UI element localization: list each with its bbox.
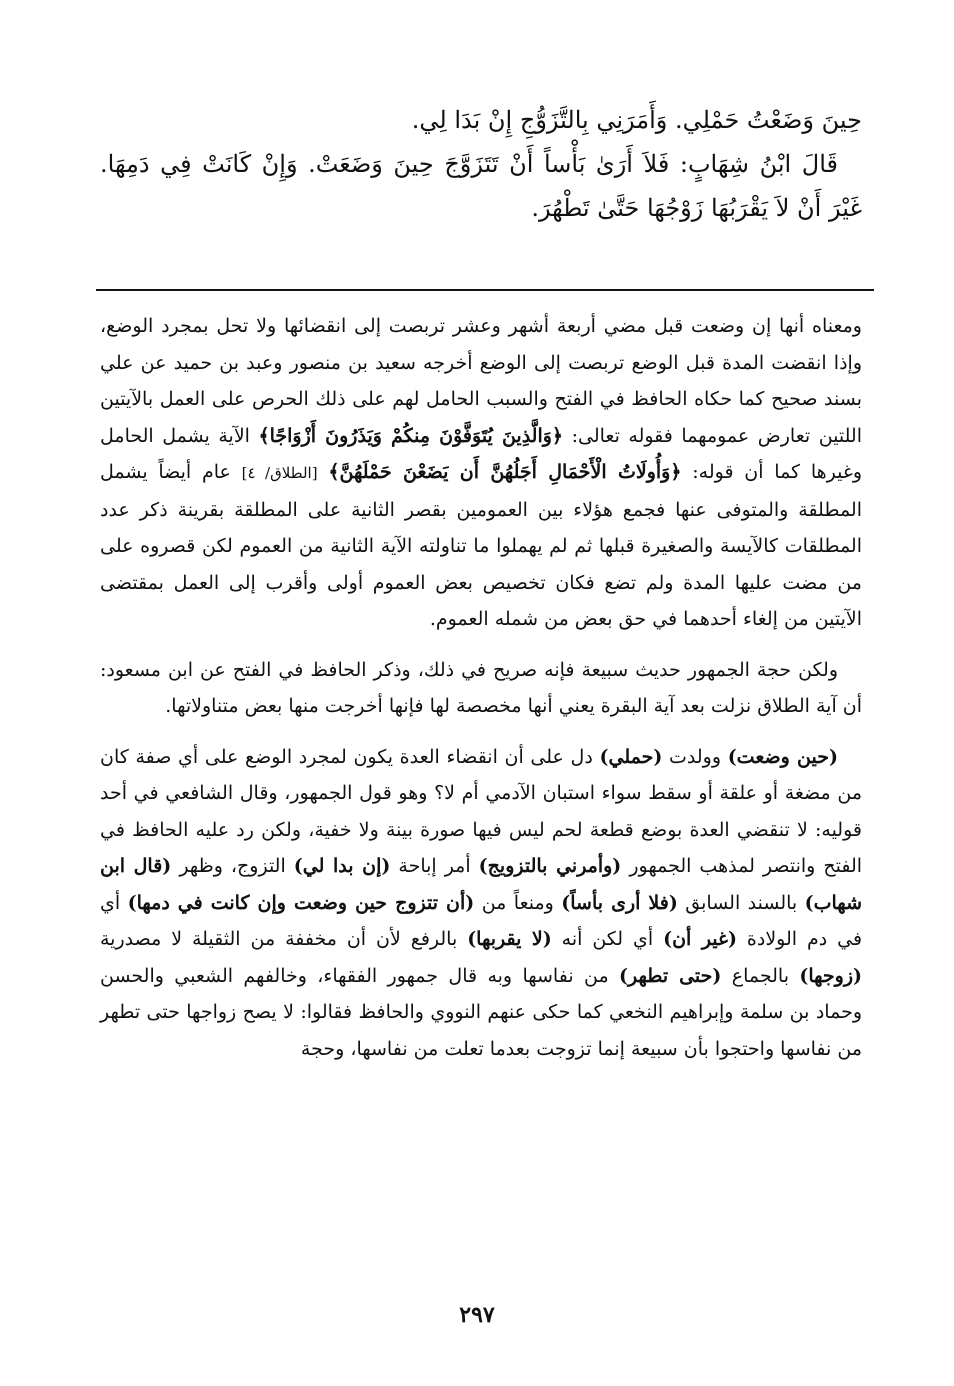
- commentary-paragraph-3: [100, 739, 862, 1068]
- page-number: ٢٩٧: [459, 1302, 495, 1328]
- commentary-text-run: أمر إباحة: [398, 855, 471, 877]
- commentary-text-run: ومنعاً من: [481, 891, 554, 914]
- commentary-text-run: أي لكن أنه: [561, 928, 654, 950]
- quoted-phrase: (حتى تطهر): [619, 964, 722, 987]
- commentary-text-run: أي في دم الولادة: [100, 891, 863, 950]
- commentary-text-run: الآية يشمل الحامل وغيرها كما أن قوله:: [100, 424, 862, 483]
- commentary-text-run: ومعناه أنها إن وضعت قبل مضي أربعة أشهر وعشر تربصت إلى انقضائها ولا تحل بمجرد الوضع، وإذا انقضت المدة قبل الوضع تربصت إلى الوضع أخرجه سعيد بن منصور وعبد بن حميد عن علي بسند صحيح كما حكاه الحافظ في الفتح والسبب الحامل لهم على ذلك الحرص على العمل بالآيتين اللتين تعارض عمومهما فقوله تعالى:: [100, 315, 862, 447]
- commentary-text: [100, 308, 862, 1067]
- quoted-phrase: (لا يقربها): [467, 928, 552, 950]
- quoted-phrase: (حين وضعت): [727, 745, 838, 768]
- quoted-phrase: (فلا أرى بأساً): [561, 891, 678, 914]
- quoted-phrase: (حملي): [599, 745, 663, 768]
- commentary-text-run: من نفاسها وبه قال جمهور الفقهاء، وخالفهم الشعبي والحسن وحماد بن سلمة وإبراهيم النخعي كما حكى عنهم النووي والحافظ فقالوا: لا يصح زواجها حتى تطهر من نفاسها واحتجوا بأن سبيعة إنما تزوجت بعدما تعلت من نفاسها، وحجة: [100, 964, 862, 1060]
- commentary-text-run: بالجماع: [731, 964, 789, 987]
- commentary-text-run: عام أيضاً يشمل المطلقة والمتوفى عنها فجمع هؤلاء بين العمومين بقصر الثانية على المطلقة بقرينة ذكر عدد المطلقات كالآيسة والصغيرة قبلها ثم لم يهملوا ما تناولته الآية الثانية من العموم لكن قصروه على من مضت عليها المدة ولم تضع فكان تخصيص بعض العموم أولى وأقرب إلى العمل بمقتضى الآيتين من إلغاء أحدهما في حق بعض من شمله العموم.: [100, 461, 862, 630]
- hadith-text: [100, 98, 862, 230]
- section-divider: [96, 289, 874, 291]
- quran-reference: [الطلاق/ ٤]: [241, 464, 318, 482]
- quran-verse-1: ﴿وَالَّذِينَ يُتَوَفَّوْنَ مِنكُمْ وَيَذَرُونَ أَزْوَاجًا﴾: [258, 424, 564, 447]
- hadith-line-1: حِينَ وَضَعْتُ حَمْلِي. وَأَمَرَنِي بِالتَّزَوُّجِ إِنْ بَدَا لِي.: [411, 106, 862, 134]
- commentary-paragraph-2: ولكن حجة الجمهور حديث سبيعة فإنه صريح في ذلك، وذكر الحافظ في الفتح عن ابن مسعود: أن آية الطلاق نزلت بعد آية البقرة يعني أنها مخصصة لها فإنها أخرجت منها بعض متناولاتها.: [100, 658, 862, 717]
- quoted-phrase: (قال ابن شهاب): [100, 855, 862, 914]
- commentary-text-run: بالرفع لأن أن مخففة من الثقيلة لا مصدرية: [100, 928, 458, 950]
- commentary-paragraph-1: [100, 308, 862, 638]
- quoted-phrase: (غير أن): [663, 928, 737, 950]
- quoted-phrase: (وأمرني بالتزويج): [478, 855, 622, 877]
- commentary-text-run: وولدت: [669, 745, 722, 768]
- commentary-text-run: التزوج، وظهر: [179, 855, 286, 877]
- quoted-phrase: (إن بدا لي): [293, 855, 391, 877]
- hadith-line-2: قَالَ ابْنُ شِهَابٍ: فَلاَ أَرَىٰ بَأْساً أَنْ تَتَزَوَّجَ حِينَ وَضَعَتْ. وَإِنْ كَانَتْ فِي دَمِهَا. غَيْرَ أَنْ لاَ يَقْرَبُهَا زَوْجُهَا حَتَّىٰ تَطْهُرَ.: [100, 150, 862, 222]
- commentary-text-run: دل على أن انقضاء العدة يكون لمجرد الوضع على أي صفة كان من مضغة أو علقة أو سقط سواء استبان الآدمي أم لا؟ وهو قول الجمهور، وقال الشافعي في أحد قوليه: لا تنقضي العدة بوضع قطعة لحم ليس فيها صورة بينة ولا خفية، ولكن رد عليه الحافظ في الفتح وانتصر لمذهب الجمهور: [100, 745, 863, 877]
- quoted-phrase: (زوجها): [799, 964, 862, 987]
- quran-verse-2: ﴿وَأُولَاتُ الْأَحْمَالِ أَجَلُهُنَّ أَن يَضَعْنَ حَمْلَهُنَّ﴾: [328, 461, 682, 483]
- commentary-text-run: بالسند السابق: [685, 891, 798, 914]
- quoted-phrase: (أن تتزوج حين وضعت وإن كانت في دمها): [127, 891, 475, 914]
